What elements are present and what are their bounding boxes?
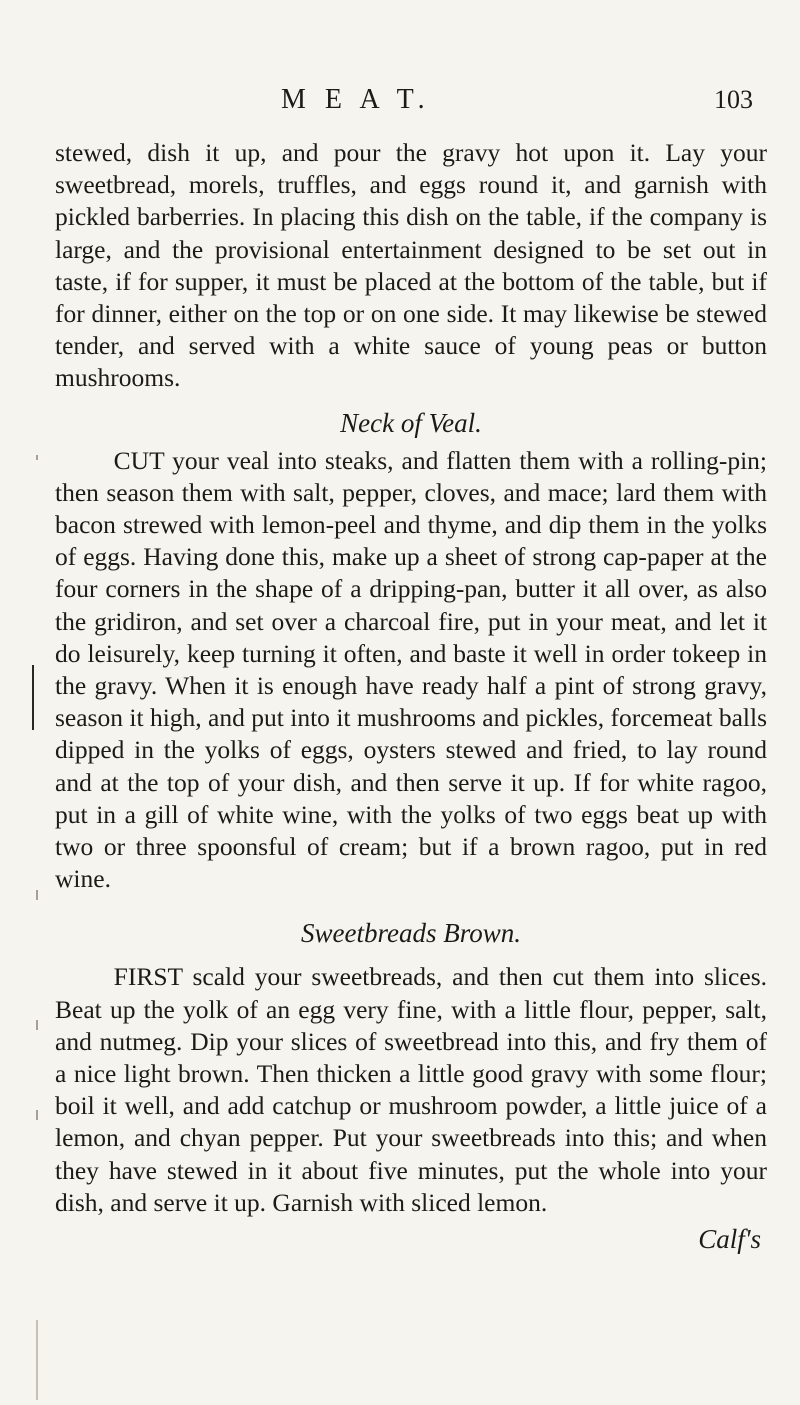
paragraph-sweetbreads-brown: FIRST scald your sweetbreads, and then cut them into slices. Beat up the yolk of an egg very fine, with a little flour, pepper, salt, and nutmeg. Dip your slices of sweetbread into this, and fry them of a nice light brown. Then thicken a little good gravy with some flour; boil it well, and add catchup or mushroom powder, a little juice of a lemon, and chyan pepper. Put your sweetbreads into this; and when they have stewed in it about five minutes, put the whole into your dish, and serve it up. Garnish with sliced lemon.	[55, 962, 767, 1217]
page-number: 103	[714, 85, 753, 114]
catchword: Calf's	[698, 1224, 761, 1255]
page-header	[0, 84, 800, 124]
paragraph-stewed-continuation: stewed, dish it up, and pour the gravy hot upon it. Lay your sweetbread, morels, truffles, and eggs round it, and garnish with pickled barberries. In placing this dish on the table, if the company is large, and the provisional entertainment designed to be set out in taste, if for supper, it must be placed at the bottom of the table, but if for dinner, either on the top or on one side. It may likewise be stewed tender, and served with a white sauce of young peas or button mushrooms.	[55, 138, 767, 393]
heading-sweetbreads-brown: Sweetbreads Brown.	[301, 918, 521, 949]
paragraph-neck-of-veal: CUT your veal into steaks, and flatten them with a rolling-pin; then season them with salt, pepper, cloves, and mace; lard them with bacon strewed with lemon-peel and thyme, and dip them in the yolks of eggs. Having done this, make up a sheet of strong cap-paper at the four corners in the shape of a dripping-pan, butter it all over, as also the gridiron, and set over a charcoal fire, put in your meat, and let it do leisurely, keep turning it often, and baste it well in order tokeep in the gravy. When it is enough have ready half a pint of strong gravy, season it high, and put into it mushrooms and pickles, forcemeat balls dipped in the yolks of eggs, oysters stewed and fried, to lay round and at the top of your dish, and then serve it up. If for white ragoo, put in a gill of white wine, with the yolks of two eggs beat up with two or three spoonsful of cream; but if a brown ragoo, put in red wine.	[55, 445, 767, 894]
page-body	[55, 137, 767, 1255]
running-head: M E A T.	[281, 84, 431, 115]
heading-neck-of-veal: Neck of Veal.	[340, 407, 482, 438]
